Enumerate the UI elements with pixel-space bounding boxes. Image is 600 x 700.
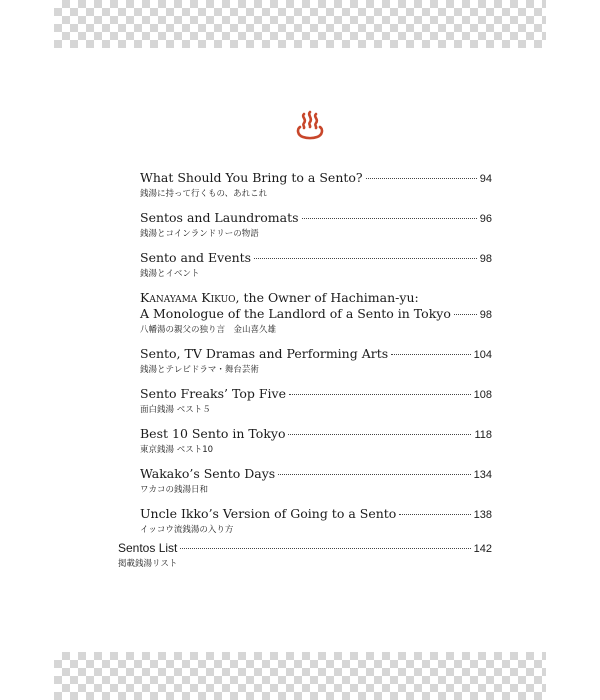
- toc-entry[interactable]: [140, 386, 492, 417]
- toc-entry[interactable]: [140, 426, 492, 457]
- toc-entry-title: Sentos and Laundromats: [140, 210, 299, 225]
- toc-entry-subtitle: 東京銭湯 ベスト10: [140, 445, 214, 455]
- toc-entry[interactable]: [140, 170, 492, 201]
- table-of-contents: [140, 170, 492, 546]
- dot-leader: [366, 178, 477, 179]
- dot-leader: [399, 514, 470, 515]
- author-name: Kanayama Kikuo: [140, 290, 236, 305]
- toc-entry-page: 98: [479, 253, 492, 265]
- toc-entry-title: Best 10 Sento in Tokyo: [140, 426, 286, 441]
- toc-entry-page: 138: [473, 509, 492, 521]
- toc-entry-page: 94: [479, 173, 492, 185]
- dot-leader: [391, 354, 471, 355]
- toc-entry-title: Sento, TV Dramas and Performing Arts: [140, 346, 389, 361]
- toc-entry-subtitle: イッコウ流銭湯の入り方: [140, 525, 234, 535]
- toc-entry[interactable]: [140, 466, 492, 497]
- toc-entry-subtitle: 銭湯に持って行くもの、あれこれ: [140, 189, 268, 199]
- list-page: 142: [473, 543, 492, 555]
- sentos-list-entry[interactable]: [118, 540, 492, 571]
- toc-entry-subtitle: 八幡湯の親父の独り言 金山喜久雄: [140, 325, 277, 335]
- toc-entry[interactable]: [140, 210, 492, 241]
- toc-entry-page: 108: [473, 389, 492, 401]
- toc-entry-title: What Should You Bring to a Sento?: [140, 170, 363, 185]
- toc-entry-title: Uncle Ikko’s Version of Going to a Sento: [140, 506, 397, 521]
- onsen-icon: [294, 110, 326, 142]
- toc-entry[interactable]: [140, 506, 492, 537]
- dot-leader: [302, 218, 477, 219]
- dot-leader: [254, 258, 477, 259]
- dot-leader: [180, 548, 470, 549]
- dot-leader: [288, 434, 471, 435]
- toc-entry-page: 118: [474, 429, 492, 441]
- list-title: Sentos List: [118, 541, 178, 555]
- toc-entry-title: Wakako’s Sento Days: [140, 466, 276, 481]
- toc-entry-page: 98: [479, 309, 492, 321]
- toc-entry-subtitle: 銭湯とイベント: [140, 269, 200, 279]
- toc-entry-subtitle: 面白銭湯 ベスト５: [140, 405, 211, 415]
- toc-entry-title: Sento Freaks’ Top Five: [140, 386, 286, 401]
- toc-entry-title-line1: [140, 290, 492, 306]
- toc-entry-subtitle: 銭湯とテレビドラマ・舞台芸術: [140, 365, 259, 375]
- dot-leader: [289, 394, 471, 395]
- dot-leader: [278, 474, 470, 475]
- toc-entry[interactable]: [140, 290, 492, 337]
- toc-entry-title: Sento and Events: [140, 250, 252, 265]
- dot-leader: [454, 314, 477, 315]
- toc-entry[interactable]: [140, 250, 492, 281]
- toc-entry-page: 96: [479, 213, 492, 225]
- toc-entry-title-rest: , the Owner of Hachiman-yu:: [235, 290, 419, 305]
- toc-entry-page: 134: [473, 469, 492, 481]
- toc-entry-subtitle: 銭湯とコインランドリーの物語: [140, 229, 259, 239]
- toc-entry-subtitle: ワカコの銭湯日和: [140, 485, 209, 495]
- checker-border-top: [54, 0, 546, 48]
- toc-entry-page: 104: [473, 349, 492, 361]
- list-subtitle: 掲載銭湯リスト: [118, 559, 178, 569]
- toc-entry-title-line2: A Monologue of the Landlord of a Sento in Tokyo: [140, 306, 451, 321]
- checker-border-bottom: [54, 652, 546, 700]
- toc-entry[interactable]: [140, 346, 492, 377]
